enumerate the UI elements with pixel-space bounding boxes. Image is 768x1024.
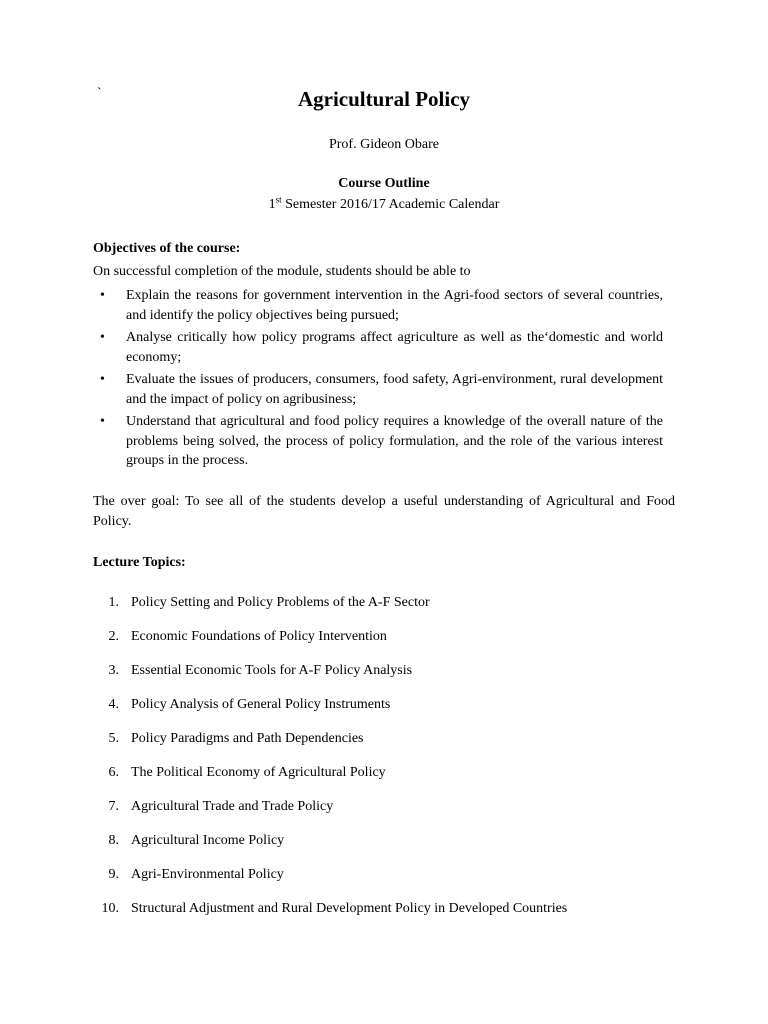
topic-number: 2. [108,629,119,644]
bullet-icon: • [100,288,105,303]
topic-title: Essential Economic Tools for A-F Policy Analysis [131,663,413,678]
topic-title: Agricultural Income Policy [131,833,285,848]
objective-item [100,370,663,409]
topic-title: Policy Analysis of General Policy Instruments [131,697,391,712]
topic-number: 8. [108,833,119,848]
topic-title: The Political Economy of Agricultural Policy [131,765,386,780]
objective-item [100,412,663,471]
document-title: Agricultural Policy [297,87,471,111]
bullet-icon: • [100,414,105,429]
course-outline-heading: Course Outline [338,176,430,191]
topic-number: 7. [108,799,119,814]
objectives-heading: Objectives of the course: [93,241,241,256]
topic-number: 5. [108,731,119,746]
author-name: Prof. Gideon Obare [328,137,440,152]
topic-number: 9. [108,867,119,882]
topic-title: Agri-Environmental Policy [131,867,284,882]
topic-title: Policy Setting and Policy Problems of the A-F Sector [131,595,430,610]
semester-ordinal-suffix: st [275,194,282,205]
topic-title: Economic Foundations of Policy Intervention [131,629,387,644]
objective-text: Understand that agricultural and food policy requires a knowledge of the overall nature of the problems being solved, the process of policy formulation, and the role of the various interest groups in the process. [126,414,663,468]
semester-line [0,194,768,213]
topic-title: Policy Paradigms and Path Dependencies [131,731,364,746]
objective-text: Analyse critically how policy programs affect agriculture as well as the‘domestic and world economy; [126,330,663,365]
topic-number: 1. [108,595,119,610]
objectives-intro: On successful completion of the module, students should be able to [93,264,471,279]
topic-number: 4. [108,697,119,712]
course-goal: The over goal: To see all of the students develop a useful understanding of Agricultural and Food Policy. [93,494,675,529]
objective-text: Evaluate the issues of producers, consumers, food safety, Agri-environment, rural development and the impact of policy on agribusiness; [126,372,663,407]
objective-item [100,328,663,367]
topic-title: Structural Adjustment and Rural Development Policy in Developed Countries [131,901,568,916]
semester-ordinal: 1 [268,197,276,212]
topic-title: Agricultural Trade and Trade Policy [131,799,334,814]
lecture-topics-heading: Lecture Topics: [93,555,186,570]
bullet-icon: • [100,372,105,387]
semester-text: Semester 2016/17 Academic Calendar [281,197,500,212]
objectives-list [100,286,663,474]
objective-text: Explain the reasons for government intervention in the Agri-food sectors of several countries, and identify the policy objectives being pursued; [126,288,663,323]
topic-number: 10. [101,901,119,916]
stray-mark: ` [97,86,102,101]
objective-item [100,286,663,325]
bullet-icon: • [100,330,105,345]
topic-number: 3. [108,663,119,678]
topic-number: 6. [108,765,119,780]
